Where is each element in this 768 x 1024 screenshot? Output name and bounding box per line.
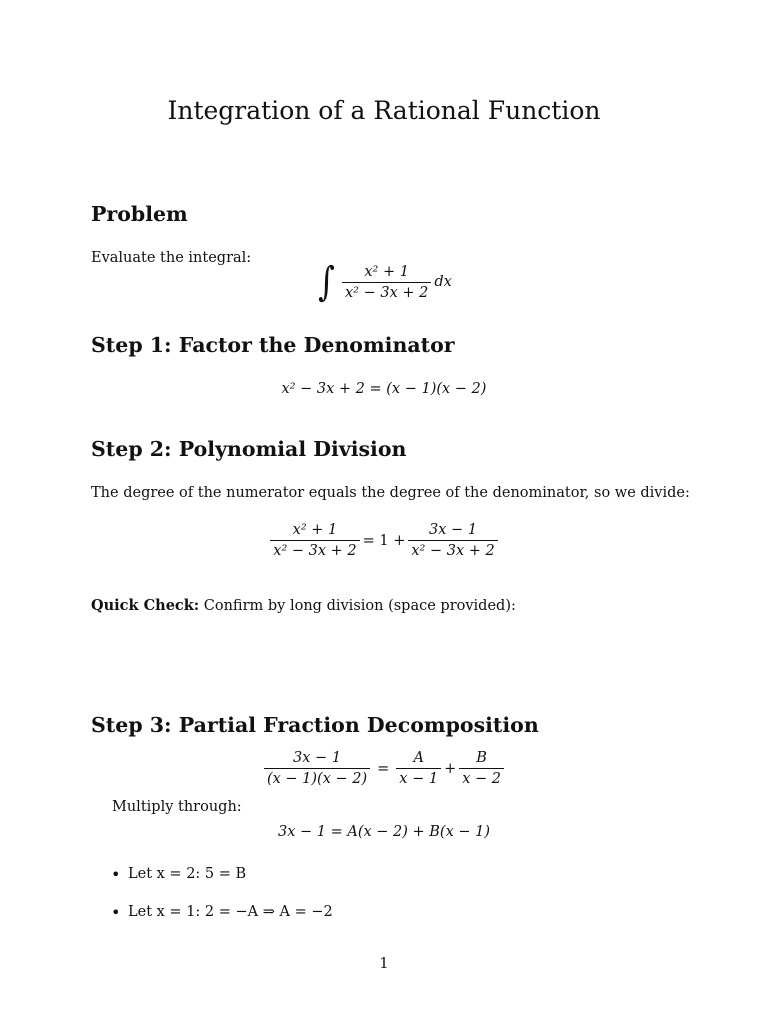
division-lhs-denominator: x² − 3x + 2 bbox=[270, 540, 359, 559]
division-lhs-fraction bbox=[270, 522, 359, 559]
step2-heading: Step 2: Polynomial Division bbox=[91, 437, 407, 461]
document-title: Integration of a Rational Function bbox=[167, 96, 601, 125]
step2-text: The degree of the numerator equals the degree of the denominator, so we divide: bbox=[91, 485, 690, 501]
division-equation bbox=[0, 522, 768, 559]
pf-lhs-fraction bbox=[264, 750, 370, 787]
step1-heading: Step 1: Factor the Denominator bbox=[91, 333, 455, 357]
list-item: • Let x = 1: 2 = −A ⇒ A = −2 bbox=[108, 904, 333, 920]
pf-a-denominator: x − 1 bbox=[396, 768, 441, 787]
substitution-list bbox=[108, 866, 333, 920]
pf-a-fraction bbox=[396, 750, 441, 787]
pf-b-numerator: B bbox=[476, 750, 487, 766]
pf-lhs-numerator: 3x − 1 bbox=[293, 750, 342, 766]
integral-expression bbox=[0, 259, 768, 305]
multiply-equation: 3x − 1 = A(x − 2) + B(x − 1) bbox=[277, 824, 491, 840]
integrand-denominator: x² − 3x + 2 bbox=[342, 282, 431, 301]
differential: dx bbox=[434, 274, 452, 290]
pf-b-denominator: x − 2 bbox=[459, 768, 504, 787]
list-item: • Let x = 2: 5 = B bbox=[108, 866, 333, 882]
division-rhs-numerator: 3x − 1 bbox=[429, 522, 478, 538]
problem-heading: Problem bbox=[91, 202, 188, 226]
multiply-text: Multiply through: bbox=[112, 799, 242, 815]
step1-equation: x² − 3x + 2 = (x − 1)(x − 2) bbox=[281, 381, 487, 397]
integrand-numerator: x² + 1 bbox=[364, 263, 409, 280]
page-number: 1 bbox=[379, 956, 389, 972]
division-equals-one-plus: = 1 + bbox=[362, 532, 406, 549]
quick-check-label: Quick Check: bbox=[91, 597, 200, 614]
problem-intro: Evaluate the integral: bbox=[91, 250, 252, 266]
integrand-fraction bbox=[342, 264, 431, 301]
quick-check bbox=[91, 597, 516, 614]
pf-a-numerator: A bbox=[413, 750, 424, 766]
division-rhs-fraction bbox=[408, 522, 497, 559]
division-rhs-denominator: x² − 3x + 2 bbox=[408, 540, 497, 559]
step3-heading: Step 3: Partial Fraction Decomposition bbox=[91, 713, 539, 737]
pf-b-fraction bbox=[459, 750, 504, 787]
integral-sign-icon: ∫ bbox=[318, 259, 335, 305]
pf-lhs-denominator: (x − 1)(x − 2) bbox=[264, 768, 370, 787]
pf-equals: = bbox=[377, 760, 390, 777]
division-lhs-numerator: x² + 1 bbox=[292, 522, 338, 538]
quick-check-text: Confirm by long division (space provided): bbox=[203, 598, 516, 614]
pf-plus: + bbox=[444, 760, 457, 777]
partial-fraction-equation bbox=[0, 750, 768, 787]
